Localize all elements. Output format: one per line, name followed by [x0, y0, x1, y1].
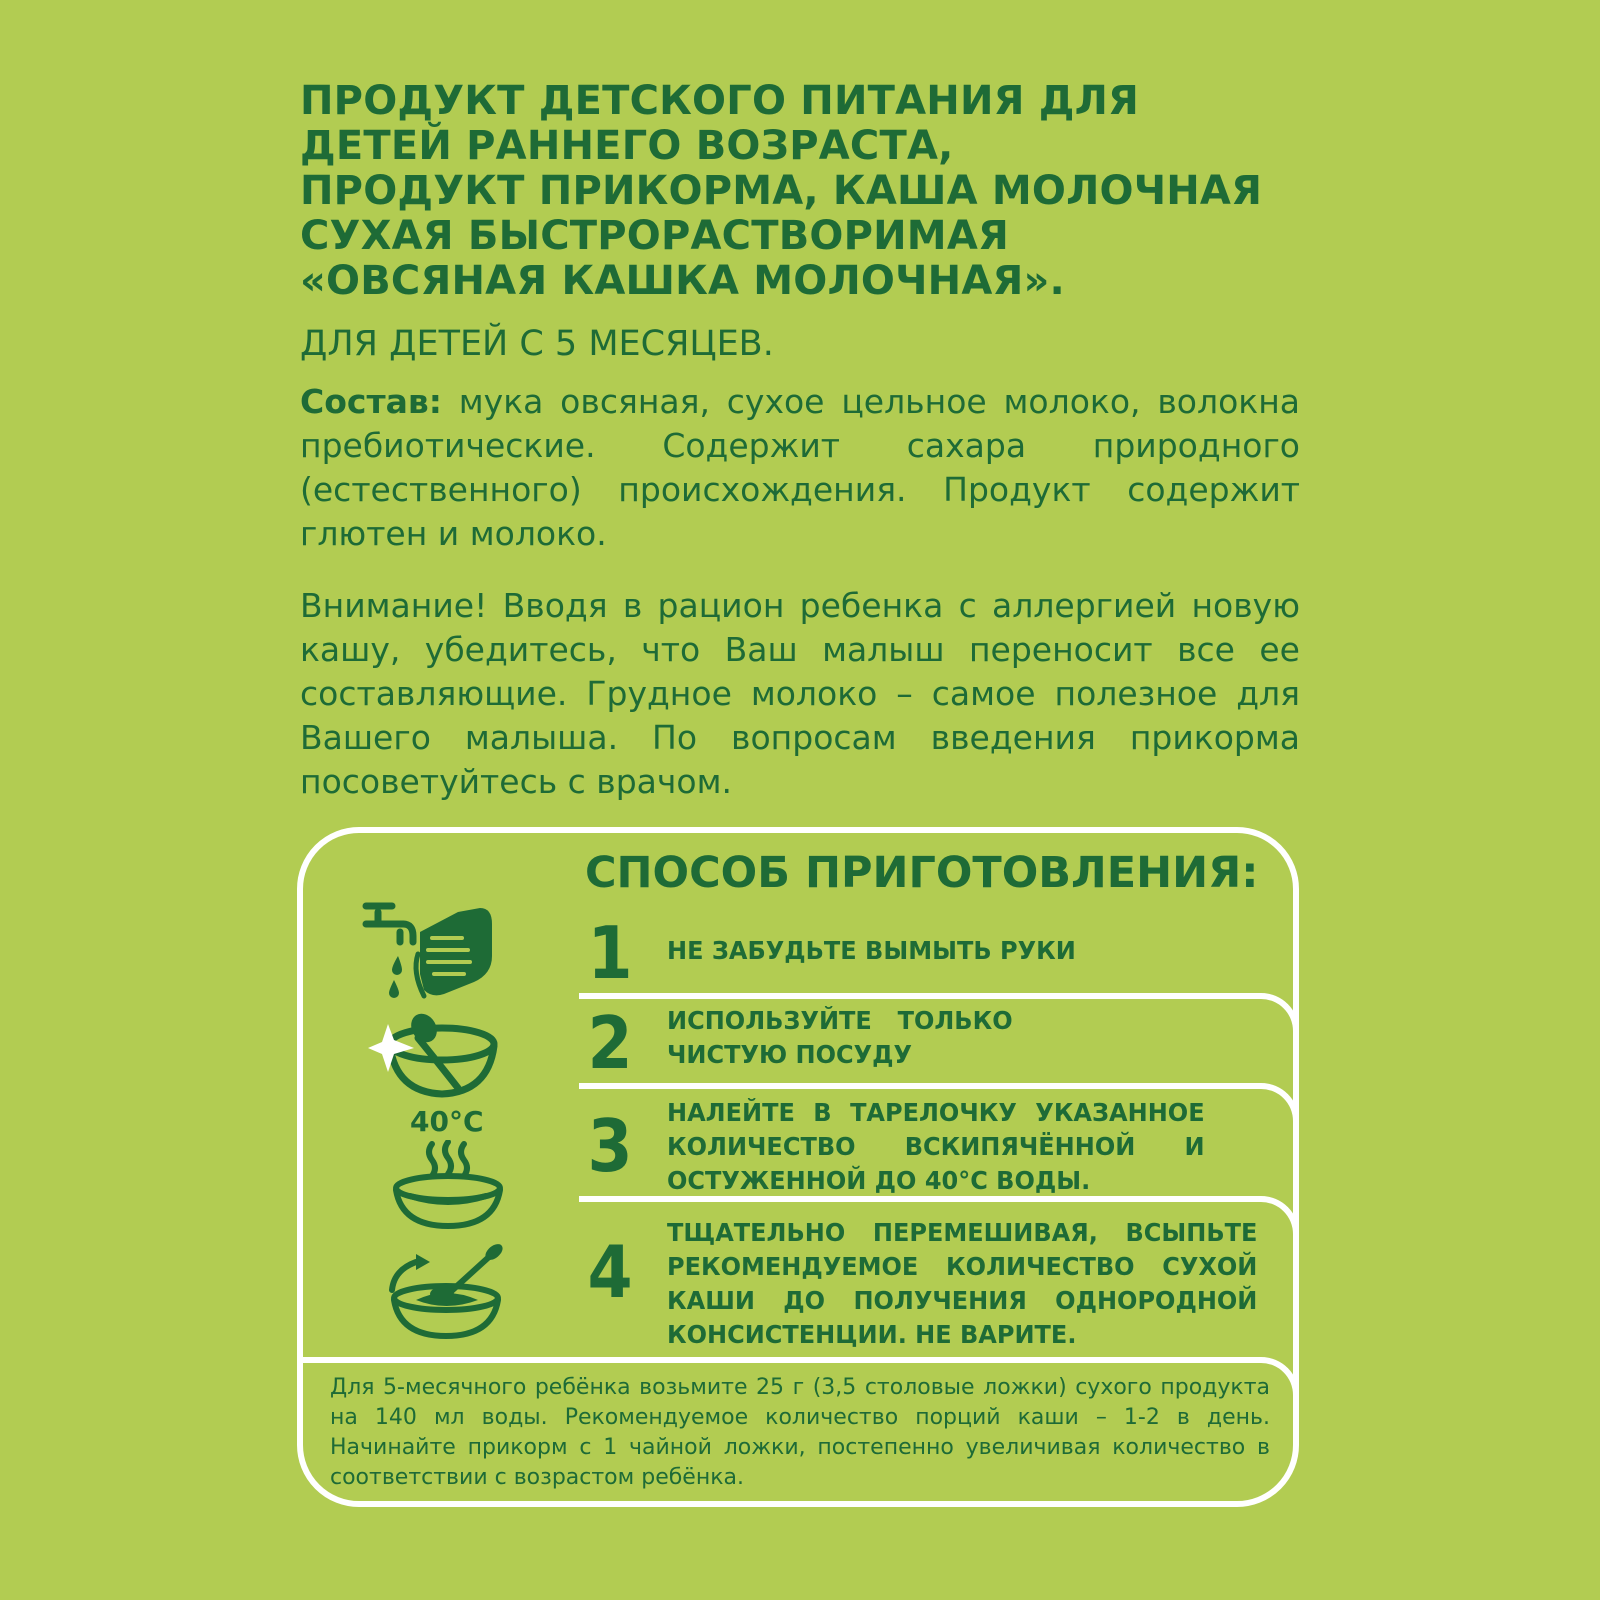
composition-label: Состав:: [300, 382, 442, 421]
warning-paragraph: Внимание! Вводя в рацион ребенка с аллергией новую кашу, убедитесь, что Ваш малыш переносит все ее составляющие. Грудное молоко – самое полезное для Вашего малыша. По вопросам введения прикорма посоветуйтесь с врачом.: [300, 586, 1300, 801]
age-recommendation: ДЛЯ ДЕТЕЙ С 5 МЕСЯЦЕВ.: [300, 324, 774, 364]
step-number-3: 3: [587, 1104, 633, 1188]
product-title-line-4: СУХАЯ БЫСТРОРАСТВОРИМАЯ: [300, 213, 1009, 259]
stir-porridge-icon: [386, 1242, 510, 1340]
temperature-label: 40°С: [410, 1105, 484, 1138]
preparation-title: СПОСОБ ПРИГОТОВЛЕНИЯ:: [585, 848, 1259, 898]
step-text-1: НЕ ЗАБУДЬТЕ ВЫМЫТЬ РУКИ: [667, 936, 1076, 965]
step-number-2: 2: [587, 1001, 633, 1085]
product-title-line-5: «ОВСЯНАЯ КАШКА МОЛОЧНАЯ».: [300, 258, 1065, 304]
step-number-4: 4: [587, 1230, 633, 1314]
dosage-note: Для 5-месячного ребёнка возьмите 25 г (3,5 столовые ложки) сухого продукта на 140 мл воды. Рекомендуемое количество порций каши – 1-2 в день. Начинайте прикорм с 1 чайной ложки, постепенно увеличивая количество в соответствии с возрастом ребёнка.: [330, 1375, 1270, 1490]
product-title-line-3: ПРОДУКТ ПРИКОРМА, КАША МОЛОЧНАЯ: [300, 168, 1263, 214]
composition-paragraph: [300, 380, 1300, 556]
warm-water-bowl-icon: [388, 1140, 508, 1230]
clean-dishes-icon: [368, 1010, 508, 1100]
step-text-3: НАЛЕЙТЕ В ТАРЕЛОЧКУ УКАЗАННОЕ КОЛИЧЕСТВО ВСКИПЯЧЁННОЙ И ОСТУЖЕННОЙ ДО 40°С ВОДЫ.: [667, 1098, 1205, 1195]
wash-hands-icon: [358, 894, 508, 1004]
step-text-2: ИСПОЛЬЗУЙТЕ ТОЛЬКО ЧИСТУЮ ПОСУДУ: [667, 1006, 1013, 1069]
composition-text: мука овсяная, сухое цельное молоко, волокна пребиотические. Содержит сахара природного (естественного) происхождения. Продукт содержит глютен и молоко.: [300, 382, 1300, 553]
product-title-line-1: ПРОДУКТ ДЕТСКОГО ПИТАНИЯ ДЛЯ: [300, 78, 1139, 124]
product-title-line-2: ДЕТЕЙ РАННЕГО ВОЗРАСТА,: [300, 123, 954, 169]
step-number-1: 1: [587, 911, 633, 995]
step-text-4: ТЩАТЕЛЬНО ПЕРЕМЕШИВАЯ, ВСЫПЬТЕ РЕКОМЕНДУЕМОЕ КОЛИЧЕСТВО СУХОЙ КАШИ ДО ПОЛУЧЕНИЯ ОДНОРОДНОЙ КОНСИСТЕНЦИИ. НЕ ВАРИТЕ.: [667, 1218, 1258, 1349]
